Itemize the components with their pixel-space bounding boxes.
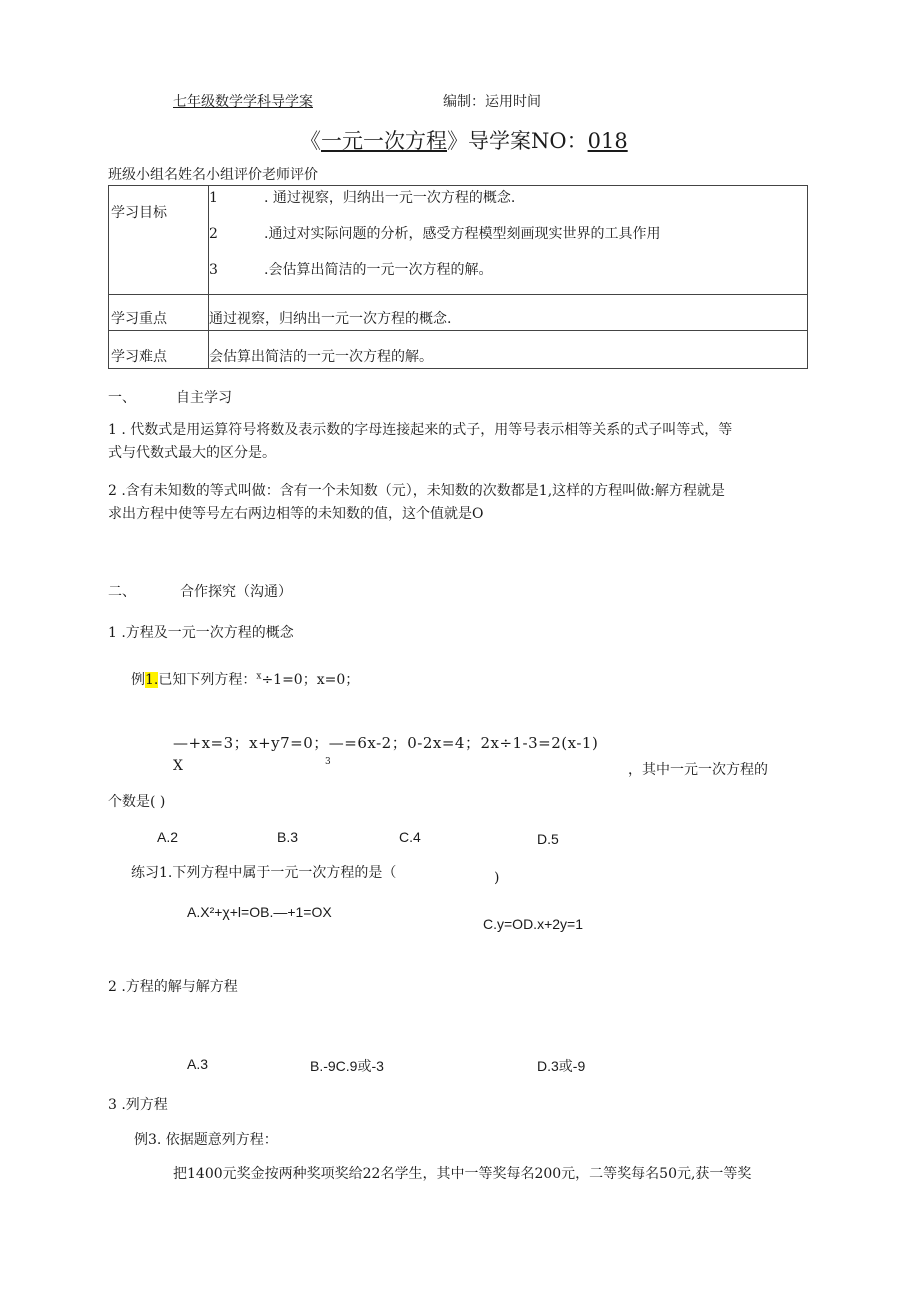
ex1-equations: —+x=3；x+y7=0；—=6x-2；0-2x=4；2x÷1-3=2(x-1) xyxy=(173,734,599,752)
option2-a: A.3 xyxy=(187,1056,209,1072)
ex1-x-label: X xyxy=(173,758,183,774)
section1-title: 自主学习 xyxy=(176,390,232,406)
ex1-eq: ÷1=0；x=0； xyxy=(261,672,360,688)
section2-sub1: 1 .方程及一元一次方程的概念 xyxy=(108,625,294,641)
difficulty-row xyxy=(109,331,808,369)
ex1-num: 1. xyxy=(145,672,159,688)
title-number: 018 xyxy=(587,129,628,153)
objective-num: 3 xyxy=(209,262,218,278)
doc-header-left xyxy=(173,91,313,111)
objective-item xyxy=(209,258,807,294)
difficulty-label: 学习难点 xyxy=(109,331,209,369)
option2-d: D.3或-9 xyxy=(537,1058,586,1074)
section2-sub3: 3 .列方程 xyxy=(108,1097,168,1113)
objective-text: . 通过视察，归纳出一元一次方程的概念. xyxy=(264,190,516,206)
practice1-options-cd: C.y=OD.x+2y=1 xyxy=(483,916,583,932)
section1-item2-line1: 2 .含有未知数的等式叫做：含有一个未知数（元），未知数的次数都是1,这样的方程叫做:解方程就是 xyxy=(108,483,725,499)
option-d: D.5 xyxy=(537,831,559,847)
practice1: 练习1.下列方程中属于一元一次方程的是（ xyxy=(131,865,397,881)
section2-title: 合作探究（沟通） xyxy=(180,583,292,599)
doc-header-right: 编制：运用时间 xyxy=(443,94,541,110)
objective-text: .通过对实际问题的分析，感受方程模型刻画现实世界的工具作用 xyxy=(264,226,661,242)
example3-text: 把1400元奖金按两种奖项奖给22名学生，其中一等奖每名200元，二等奖每名50元,获一等奖 xyxy=(173,1166,752,1182)
ex1-sup: x xyxy=(256,671,262,682)
example1 xyxy=(131,669,359,689)
ex1-text: 已知下列方程： xyxy=(158,672,257,688)
practice1-close: ) xyxy=(494,870,500,886)
option-a: A.2 xyxy=(157,829,179,845)
section2-heading xyxy=(108,581,292,601)
option2-bc: B.-9C.9或-3 xyxy=(310,1058,384,1074)
ex1-tail: ，其中一元一次方程的 xyxy=(628,762,768,778)
section2-sub2: 2 .方程的解与解方程 xyxy=(108,979,238,995)
option-c: C.4 xyxy=(399,829,421,845)
section1-num: 一、 xyxy=(108,390,136,406)
objectives-label-cell xyxy=(109,186,209,295)
section2-num: 二、 xyxy=(108,583,136,599)
example3: 例3. 依据题意列方程： xyxy=(134,1132,278,1148)
difficulty-text: 会估算出简洁的一元一次方程的解。 xyxy=(209,331,808,369)
section1-heading xyxy=(108,387,232,407)
objective-item xyxy=(209,222,807,258)
objective-num: 1 xyxy=(209,190,218,206)
key-point-row xyxy=(109,295,808,331)
ex1-count: 个数是( ) xyxy=(108,794,166,810)
practice1-options-ab: A.X²+χ+l=OB.—+1=OX xyxy=(187,904,332,920)
title-close: 》导学案NO： xyxy=(447,129,588,153)
ex1-3-label: 3 xyxy=(325,757,331,767)
ex1-prefix: 例 xyxy=(131,672,145,688)
section1-item2-line2: 求出方程中使等号左右两边相等的未知数的值，这个值就是O xyxy=(108,506,484,522)
objective-num: 2 xyxy=(209,226,218,242)
objectives-row xyxy=(109,186,808,295)
title-open: 《 xyxy=(300,129,321,153)
objective-text: .会估算出简洁的一元一次方程的解。 xyxy=(264,262,493,278)
evaluation-row: 班级小组名姓名小组评价老师评价 xyxy=(108,167,318,183)
key-point-text: 通过视察，归纳出一元一次方程的概念. xyxy=(209,295,808,331)
section1-item1-line2: 式与代数式最大的区分是。 xyxy=(108,445,276,461)
objectives-label: 学习目标 xyxy=(111,205,167,221)
page-title xyxy=(300,125,628,155)
section1-item1-line1: 1 . 代数式是用运算符号将数及表示数的字母连接起来的式子，用等号表示相等关系的式子叫等式，等 xyxy=(108,422,733,438)
objective-item xyxy=(209,186,807,222)
option-b: B.3 xyxy=(277,829,299,845)
key-point-label: 学习重点 xyxy=(109,295,209,331)
header-left-text: 七年级数学学科导学案 xyxy=(173,94,313,110)
title-topic: 一元一次方程 xyxy=(321,129,447,153)
objectives-table xyxy=(108,185,808,369)
objectives-content-cell xyxy=(209,186,808,295)
